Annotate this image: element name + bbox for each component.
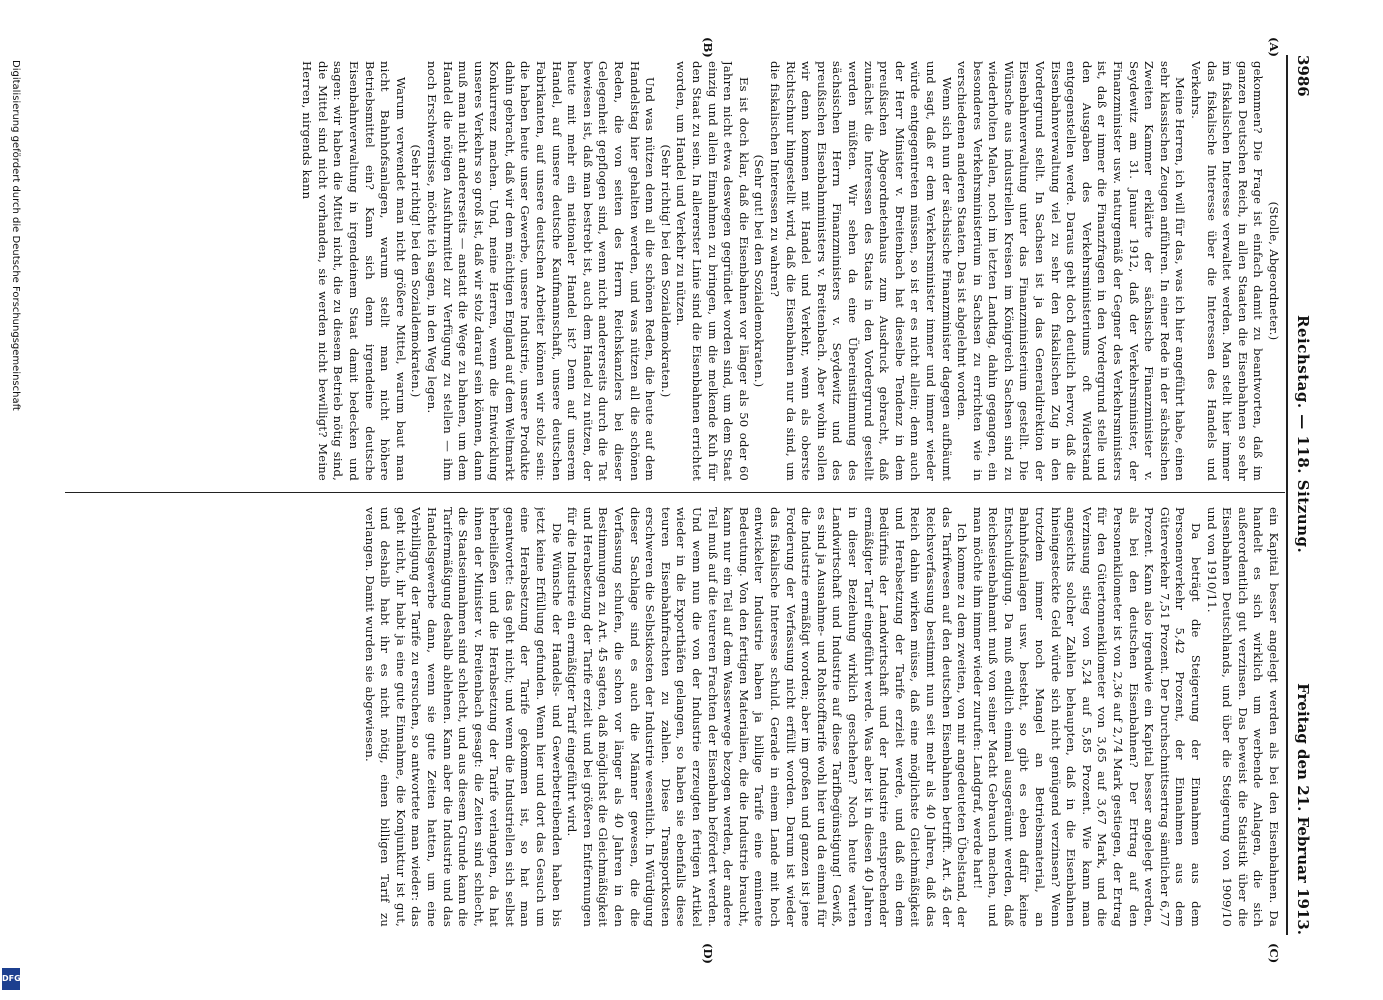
paragraph: Ich komme zu dem zweiten, von mir angedeuteten Übelstand, der das Tarifwesen auf den deutschen Eisenbahnen betrifft. Art. 45 der Reichsverfassung bestimmt nun seit mehr als 40 Jahren, daß das Reich dahin wirken müsse, daß eine möglichste Gleichmäßigkeit und Herabsetzung der Tarife erzielt werde, und daß ein dem Bedürfnis der Landwirtschaft und der Industrie entsprechender ermäßigter Tarif eingeführt werde. Was aber ist in diesen 40 Jahren in dieser Beziehung wirklich geschehen? Noch heute warten Landwirtschaft und Industrie auf diese Tarifbegünstigung! Gewiß, es sind ja Ausnahme- und Rohstofftarife wohl hier und da einmal für die Industrie ermäßigt worden; aber im großen und ganzen ist jene Forderung der Verfassung nicht erfüllt worden. Darum ist wieder das fiskalische Interesse schuld. Gerade in einem Lande mit hoch entwickelter Industrie haben ja billige Tarife eine eminente Bedeutung. Von den fertigen Materialien, die die Industrie braucht, kann nur ein Teil auf dem Wasserwege bezogen werden, der andere Teil muß auf die teureren Frachten der Eisenbahn befördert werden. Und wenn nun die von der Industrie erzeugten fertigen Artikel wieder in die Exporthäfen gelangen, so haben sie ebenfalls diese teuren Eisenbahnfrachten zu zahlen. Diese Transportkosten erschweren die Selbstkosten der Industrie wesentlich. In Würdigung dieser Sachlage sind es auch die Männer gewesen, die die Verfassung schufen, die schon vor länger als 40 Jahren in den Bestimmungen zu Art. 45 sagten, daß möglichst die Gleichmäßigkeit und Herabsetzung der Tarife erzielt und bei größeren Entfernungen für die Industrie ein ermäßigter Tarif eingeführt wird. (565, 507, 970, 927)
speaker-label: (Stolle, Abgeordneter.) (1267, 201, 1281, 341)
interjection: (Sehr gut! bei den Sozialdemokraten.) (752, 154, 767, 388)
margin-marker-c: (C) (1267, 943, 1281, 964)
interjection: (Sehr richtig! bei den Sozialdemokraten.) (658, 144, 673, 398)
interjection: (Sehr richtig! bei den Sozialdemokraten.) (409, 144, 424, 398)
dfg-logo: DFG (2, 968, 20, 990)
paragraph: Die Wünsche der Handels- und Gewerbetreibenden haben bis jetzt keine Erfüllung gefunden. Wenn hier und dort das Gesuch um eine Herabsetzung der Tarife gekommen ist, so hat man geantwortet: das geht nicht; und wenn die Industriellen sich selbst herbeiließen und die Herabsetzung der Tarife verlangten, da hat ihnen der Minister v. Breitenbach gesagt: die Zeiten sind schlecht, die Staatseinnahmen sind schlecht, und aus diesem Grunde kann die Tarifermäßigung deshalb ablehnen. Kann aber die Industrie und das Handelsgewerbe dann, wenn sie gute Zeiten hatten, um eine Verbilligung der Tarife zu ersuchen, so antwortete man wieder: das geht nicht, ihr habt ja eine gute Einnahme, die Konjunktur ist gut, und deshalb habt ihr es nicht nötig, einen billigen Tarif zu verlangen. Damit wurden sie abgewiesen. (362, 507, 564, 927)
paragraph: ein Kapital besser angelegt werden als bei den Eisenbahnen. Da handelt es sich wirklich um werbende Anlagen, die sich außerordentlich gut verzinsen. Das beweist die Statistik über die Eisenbahnen Deutschlands, und über die Steigerung von 1909/10 und von 1910/11. (1204, 507, 1281, 927)
left-column (66, 61, 1281, 481)
digitization-sidenote (0, 60, 22, 960)
header-rule (1286, 55, 1288, 935)
paragraph: Warum verwendet man nicht größere Mittel, warum baut man nicht Bahnhofsanlagen, warum stellt man nicht höhere Betriebsmittel ein? Kann sich denn irgendeine deutsche Eisenbahnverwaltung in irgendeinem Staat damit bedecken und sagen: wir haben die Mittel nicht, die zu diesem Betrieb nötig sind, die Mittel sind nicht vorhanden, sie werden nicht bewilligt? Meine Herren, nirgends kann (300, 61, 408, 481)
paragraph: Es ist doch klar, daß die Eisenbahnen vor länger als 50 oder 60 Jahren nicht etwa deswegen gegründet worden sind, um dem Staat einzig und allein Einnahmen zu bringen, um die melkende Kuh für den Staat zu sein. In allererster Linie sind die Eisenbahnen errichtet worden, um Handel und Verkehr zu nützen. (674, 61, 751, 481)
paragraph: Da beträgt die Steigerung der Einnahmen aus dem Personenverkehr 5,42 Prozent, der Einnahmen aus dem Güterverkehr 7,51 Prozent. Der Durchschnittsertrag sämtlicher 6,77 Prozent. Kann also irgendwie ein Kapital besser angelegt werden, als bei den deutschen Eisenbahnen? Der Ertrag auf den Personenkilometer ist von 2,36 auf 2,74 Mark gestiegen, der Ertrag für den Gütertonnenkilometer von 3,65 auf 3,67 Mark, und die Verzinsung stieg von 5,24 auf 5,85 Prozent. Wie kann man angesichts solcher Zahlen behaupten, daß in die Eisenbahnen hineingesteckte Geld würde sich nicht genügend verzinsen? Wenn trotzdem immer noch Mangel an Betriebsmaterial, an Bahnhofsanlagen usw. besteht, so gibt es eben dafür keine Entschuldigung. Da muß endlich einmal ausgeräumt werden, daß Reichseisenbahnamt muß von seiner Macht Gebrauch machen, und man möchte ihm immer wieder zurufen: Landgraf, werde hart! (970, 507, 1204, 927)
page-header (1291, 55, 1315, 935)
document-page (60, 37, 1315, 965)
session-date: Freitag den 21. Februar 1913. (1294, 683, 1312, 935)
margin-marker-d: (D) (701, 943, 715, 965)
right-column (66, 507, 1281, 927)
paragraph: gekommen? Die Frage ist einfach damit zu beantworten, daß im ganzen Deutschen Reich, in allen Staaten die Eisenbahnen so sehr im fiskalischen Interesse verwaltet werden. Man stellt hier immer das fiskalische Interesse über die Interessen des Handels und Verkehrs. (1189, 61, 1266, 481)
page-number: 3986 (1294, 55, 1312, 97)
paragraph: Und was nützen denn all die schönen Reden, die heute auf dem Handelstag hier gehalten werden, und was nützen all die schönen Reden, die von seiten des Herrn Reichskanzlers bei dieser Gelegenheit gepflogen sind, wenn nicht andererseits durch die Tat bewiesen ist, daß man bestrebt ist, auch dem Handel zu nützen, der heute mit mehr ein nationaler Handel ist? Denn auf unserem Handel, auf unsere deutsche Kaufmannschaft, unsere deutschen Fabrikanten, auf unsere deutschen Arbeiter können wir stolz sein: die haben heute unser Gewerbe, unsere Industrie, unsere Produkte dahin gebracht, daß wir dem mächtigen England auf dem Weltmarkt Konkurrenz machen. Und, meine Herren, wenn die Entwicklung unseres Verkehrs so groß ist, daß wir stolz darauf sein können, dann muß man nicht andererseits — anstatt die Wege zu bahnen, um dem Handel die nötigen Ausfuhrmittel zur Verfügung zu stellen — ihm noch Erschwernisse, möchte ich sagen, in den Weg legen. (424, 61, 658, 481)
margin-marker-b: (B) (701, 37, 715, 58)
column-divider (65, 492, 1285, 493)
paragraph: Meine Herren, ich will für das, was ich hier angeführt habe, einen sehr klassischen Zeugen anführen. In einer Rede in der sächsischen Zweiten Kammer erklärte der sächsische Finanzminister v. Seydewitz am 31. Januar 1912, daß der Verkehrsminister, der Finanzminister usw. naturgemäß der Gegner des Verkehrsministers ist, daß er immer die Finanzfragen in den Vordergrund stelle und den Ausgaben des Verkehrsministeriums oft Widerstand entgegenstellen werde. Daraus geht doch deutlich hervor, daß die Eisenbahnverwaltung viel zu sehr den fiskalischen Zug in den Vordergrund stellt. In Sachsen ist ja das Generaldirektion der Eisenbahnverwaltung unter das Finanzministerium gestellt. Die Wünsche aus industriellen Kreisen im Königreich Sachsen sind zu wiederholten Malen, noch im letzten Landtag, dahin gegangen, ein besonderes Verkehrsministerium in Sachsen zu errichten wie in verschiedenen anderen Staaten. Das ist abgelehnt worden. (955, 61, 1188, 481)
paragraph: Wenn sich nun der sächsische Finanzminister dagegen aufbäumt und sagt, daß er dem Verkehrsminister immer und immer wieder würde entgegentreten müssen, so ist er es nicht allein; denn auch der Herr Minister v. Breitenbach hat dieselbe Tendenz in dem preußischen Abgeordnetenhaus zum Ausdruck gebracht, daß zunächst die Interessen des Staats in den Vordergrund gestellt werden müßten. Wir sehen da eine Übereinstimmung des sächsischen Herrn Finanzministers v. Seydewitz und des preußischen Eisenbahnministers v. Breitenbach. Aber wohin sollen wir denn kommen mit Handel und Verkehr, wenn als oberste Richtschnur hingestellt wird, daß die Eisenbahnen nur da sind, um die fiskalischen Interessen zu wahren? (768, 61, 954, 481)
session-title: Reichstag. — 118. Sitzung. (1294, 315, 1312, 554)
margin-marker-a: (A) (1267, 37, 1281, 57)
sidenote-text: Digitalisierung gefördert durch die Deutsche Forschungsgemeinschaft (10, 60, 21, 411)
